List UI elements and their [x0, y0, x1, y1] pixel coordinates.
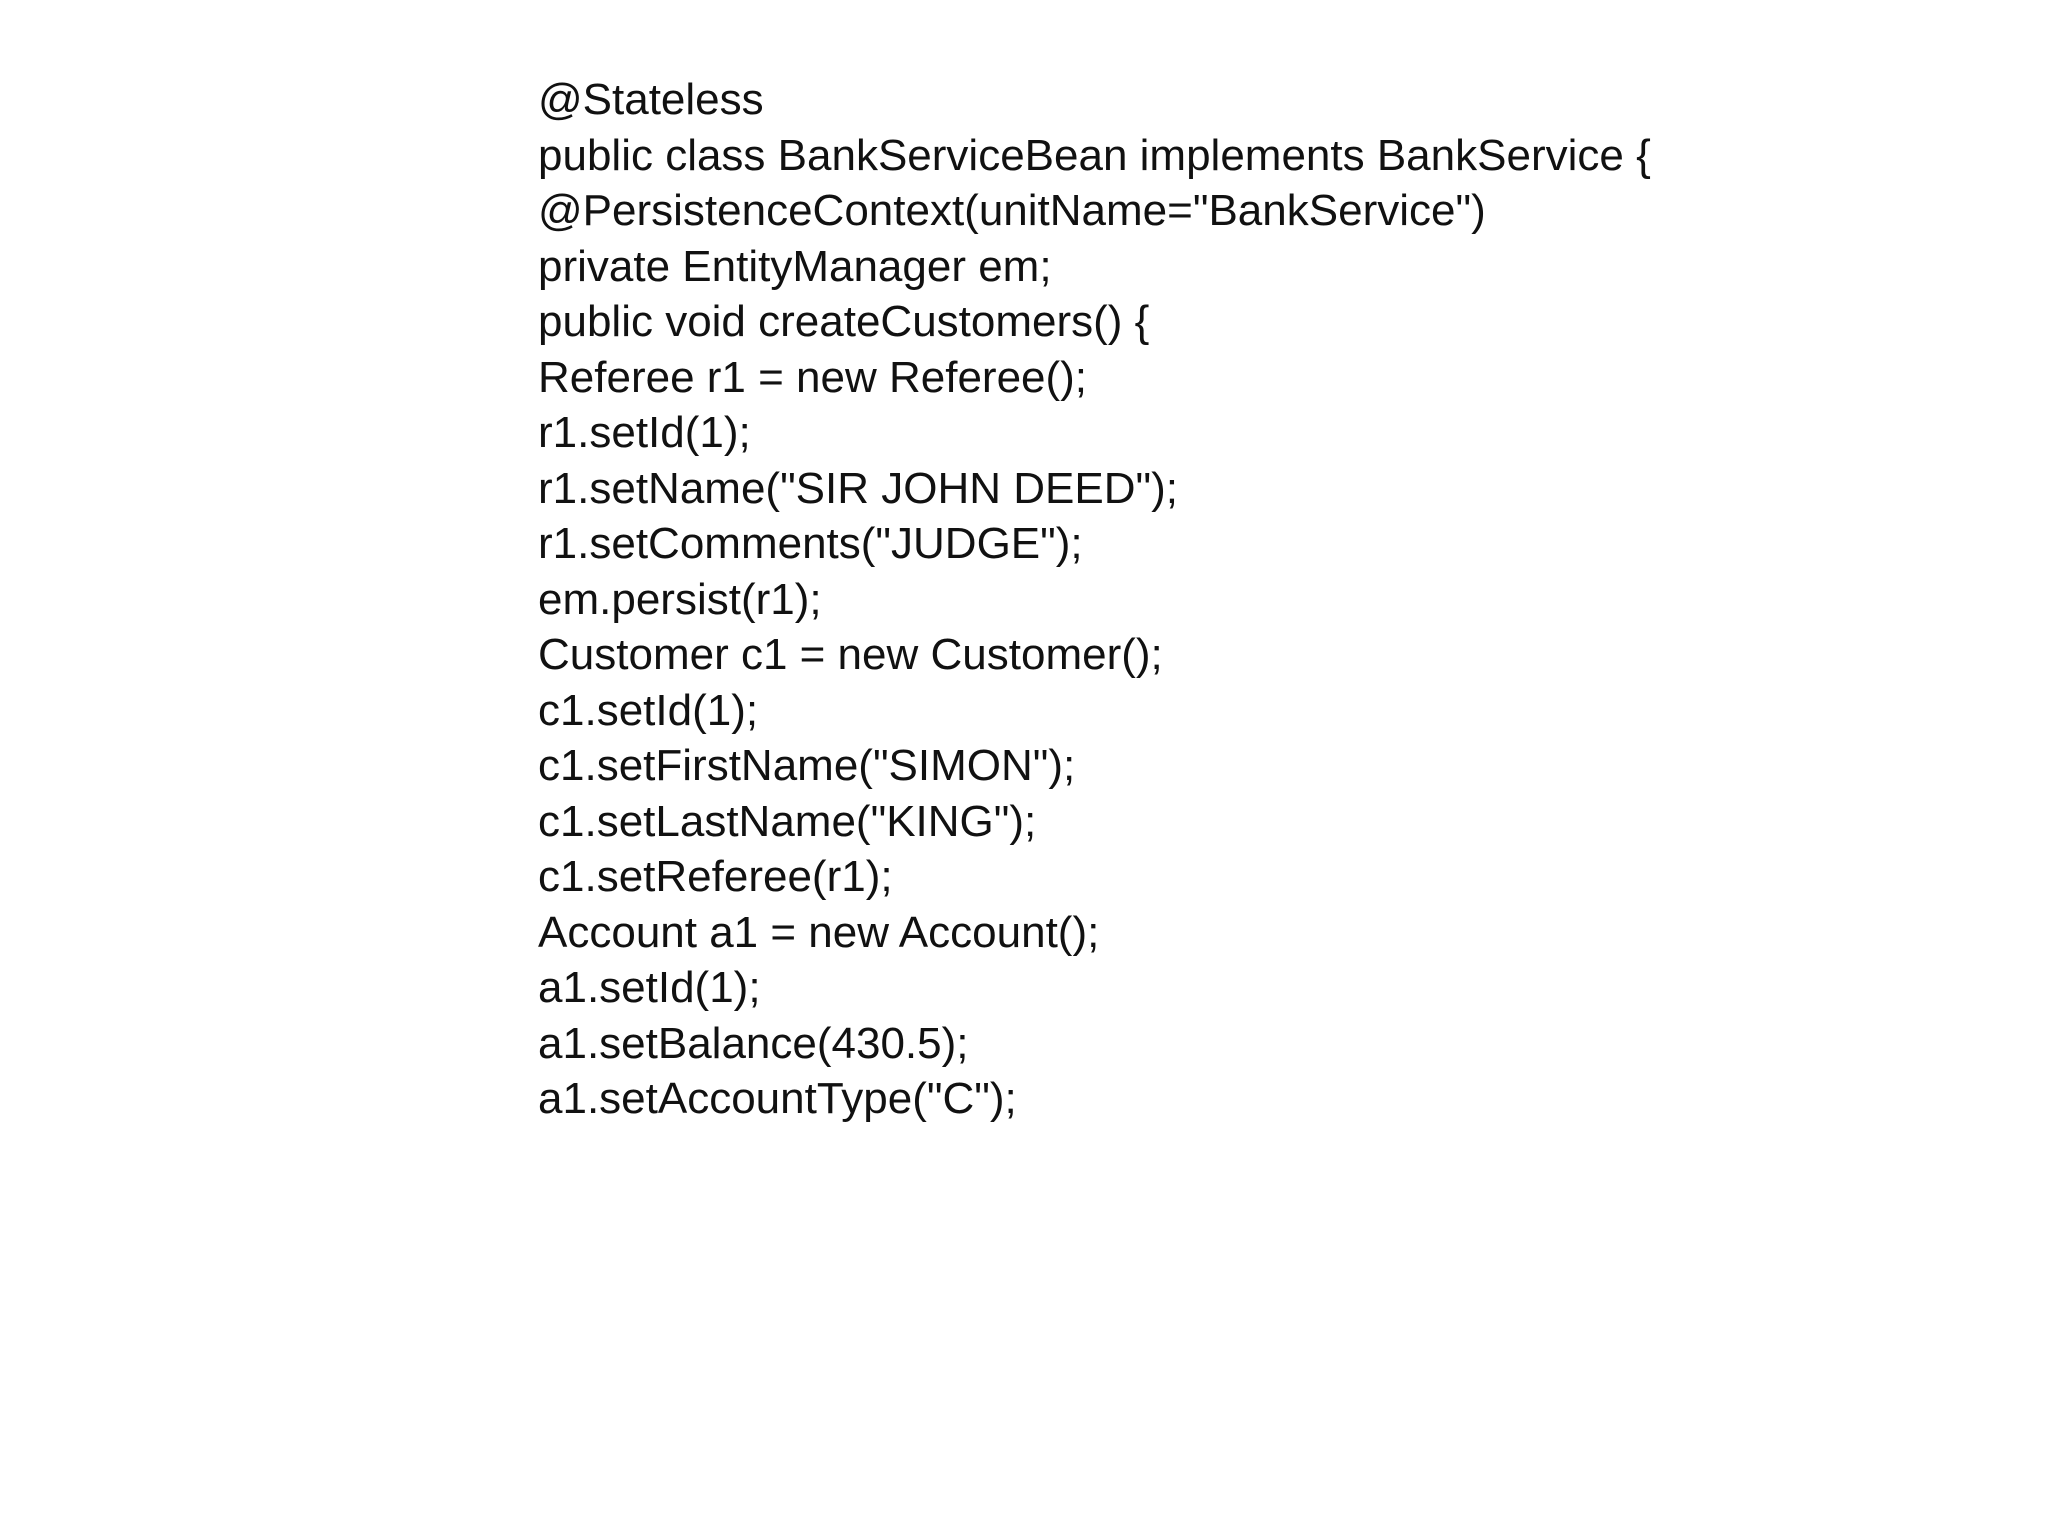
code-line: em.persist(r1); [538, 574, 822, 624]
code-line: private EntityManager em; [538, 241, 1052, 291]
code-line: r1.setId(1); [538, 408, 751, 457]
code-line: c1.setFirstName("SIMON"); [538, 741, 1076, 790]
code-line: Account a1 = new Account(); [538, 907, 1100, 957]
code-line: Customer c1 = new Customer(); [538, 630, 1163, 679]
code-line: c1.setId(1); [538, 685, 759, 735]
code-line: c1.setReferee(r1); [538, 852, 893, 901]
code-line: public void createCustomers() { [538, 297, 1150, 346]
code-line: r1.setComments("JUDGE"); [538, 519, 1083, 568]
code-line: a1.setAccountType("C"); [538, 1074, 1017, 1123]
code-line: @Stateless [538, 75, 764, 124]
code-line: a1.setId(1); [538, 963, 761, 1012]
code-line: r1.setName("SIR JOHN DEED"); [538, 463, 1178, 513]
code-listing [538, 72, 1651, 1127]
code-line: @PersistenceContext(unitName="BankService") [538, 186, 1486, 235]
code-line: a1.setBalance(430.5); [538, 1018, 969, 1068]
code-line: public class BankServiceBean implements BankService { [538, 130, 1651, 180]
code-line: c1.setLastName("KING"); [538, 796, 1037, 846]
code-line: Referee r1 = new Referee(); [538, 352, 1088, 402]
